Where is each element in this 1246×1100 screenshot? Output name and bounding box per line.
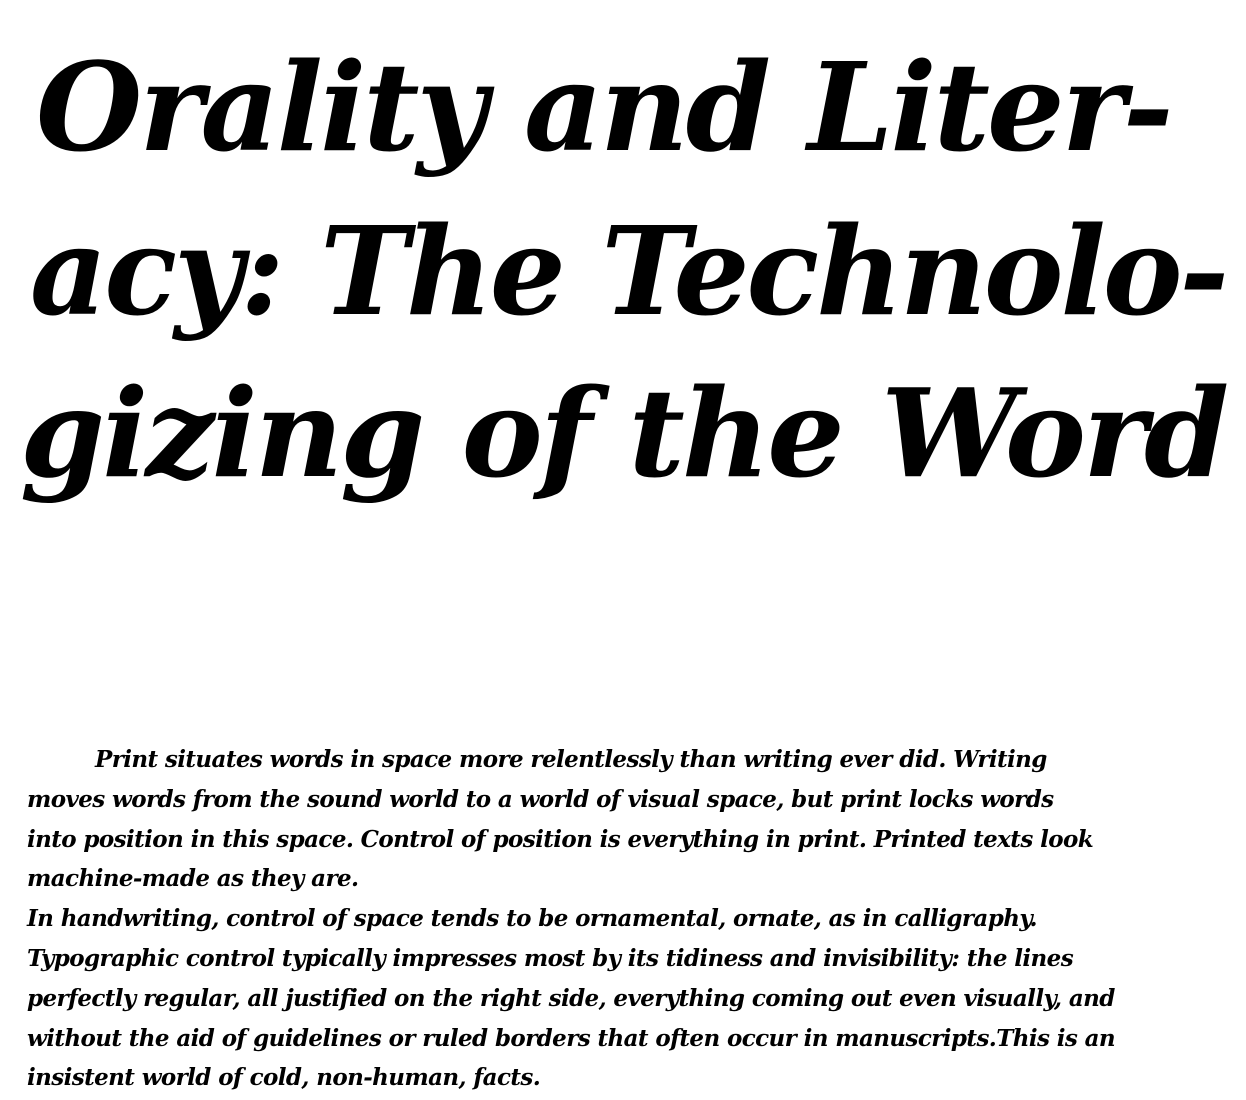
body-line: into position in this space. Control of position is everything in print. Printed texts look	[27, 825, 1094, 853]
body-line: insistent world of cold, non-human, facts.	[27, 1064, 541, 1092]
title-line-3: gizing of the Word	[20, 361, 1227, 505]
body-line: Typographic control typically impresses most by its tidiness and invisibility: the lines	[27, 944, 1074, 972]
title-line-2: acy: The Technolo-	[30, 199, 1227, 343]
body-line: In handwriting, control of space tends to be ornamental, ornate, as in calligraphy.	[27, 905, 1037, 933]
body-line: machine-made as they are.	[27, 865, 359, 893]
body-line: without the aid of guidelines or ruled borders that often occur in manuscripts.This is an	[27, 1024, 1116, 1052]
body-line: Print situates words in space more relentlessly than writing ever did. Writing	[95, 746, 1047, 773]
title-line-1: Orality and Liter-	[36, 35, 1171, 179]
body-line: moves words from the sound world to a world of visual space, but print locks words	[27, 785, 1054, 813]
body-line: perfectly regular, all justified on the right side, everything coming out even visually, and	[27, 984, 1115, 1012]
body-text	[27, 740, 1223, 1098]
